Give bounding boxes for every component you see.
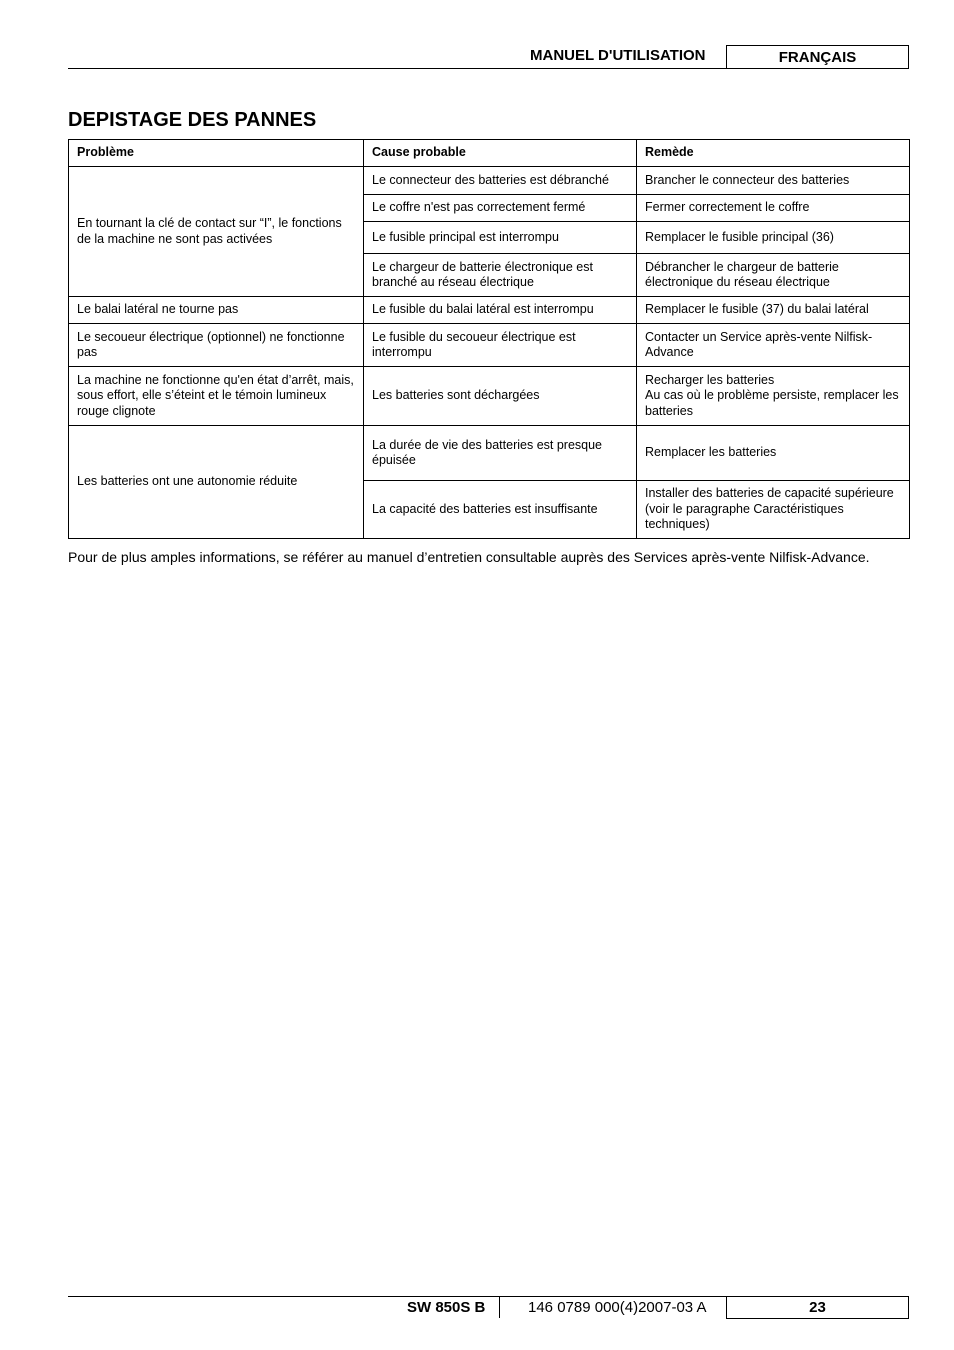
cause-cell: Le fusible principal est interrompu (364, 222, 637, 254)
remedy-line: Recharger les batteries (645, 372, 775, 387)
remedy-cell: Remplacer le fusible (37) du balai latéral (637, 297, 910, 324)
table-row (69, 367, 910, 426)
remedy-cell: Remplacer les batteries (637, 426, 910, 481)
problem-cell: Le balai latéral ne tourne pas (69, 297, 364, 324)
problem-cell: En tournant la clé de contact sur “I”, le fonctions de la machine ne sont pas activées (69, 167, 364, 297)
remedy-cell: Contacter un Service après-vente Nilfisk-Advance (637, 324, 910, 367)
column-header-problem: Problème (69, 140, 364, 167)
footnote-text: Pour de plus amples informations, se référer au manuel d’entretien consultable auprès des Services après-vente Nilfisk-Advance. (68, 549, 870, 565)
model-name: SW 850S B (407, 1299, 486, 1316)
problem-cell: Le secoueur électrique (optionnel) ne fonctionne pas (69, 324, 364, 367)
remedy-cell: Fermer correctement le coffre (637, 195, 910, 222)
table-row (69, 426, 910, 481)
language-box: FRANÇAIS (726, 45, 909, 69)
cause-cell: Le fusible du balai latéral est interrompu (364, 297, 637, 324)
column-header-cause: Cause probable (364, 140, 637, 167)
problem-cell: La machine ne fonctionne qu'en état d’arrêt, mais, sous effort, elle s’éteint et le témoin lumineux rouge clignote (69, 367, 364, 426)
table-header-row (69, 140, 910, 167)
cause-cell: Le chargeur de batterie électronique est branché au réseau électrique (364, 254, 637, 297)
problem-cell: Les batteries ont une autonomie réduite (69, 426, 364, 539)
page-number: 23 (726, 1296, 909, 1319)
page-title: DEPISTAGE DES PANNES (68, 109, 317, 131)
document-number: 146 0789 000(4)2007-03 A (528, 1299, 707, 1316)
remedy-line: Au cas où le problème persiste, remplacer les batteries (645, 388, 899, 418)
manual-title: MANUEL D'UTILISATION (530, 47, 706, 64)
remedy-cell (637, 367, 910, 426)
cause-cell: Les batteries sont déchargées (364, 367, 637, 426)
cause-cell: La capacité des batteries est insuffisante (364, 481, 637, 539)
table-row (69, 324, 910, 367)
cause-cell: Le connecteur des batteries est débranché (364, 167, 637, 195)
remedy-cell: Brancher le connecteur des batteries (637, 167, 910, 195)
remedy-cell: Installer des batteries de capacité supérieure (voir le paragraphe Caractéristiques techniques) (637, 481, 910, 539)
troubleshooting-table (68, 139, 910, 539)
footer-divider (499, 1297, 500, 1318)
cause-cell: Le fusible du secoueur électrique est interrompu (364, 324, 637, 367)
header-rule (68, 68, 909, 69)
table-row (69, 167, 910, 195)
cause-cell: Le coffre n'est pas correctement fermé (364, 195, 637, 222)
cause-cell: La durée de vie des batteries est presque épuisée (364, 426, 637, 481)
remedy-cell: Débrancher le chargeur de batterie électronique du réseau électrique (637, 254, 910, 297)
column-header-remedy: Remède (637, 140, 910, 167)
remedy-cell: Remplacer le fusible principal (36) (637, 222, 910, 254)
table-row (69, 297, 910, 324)
